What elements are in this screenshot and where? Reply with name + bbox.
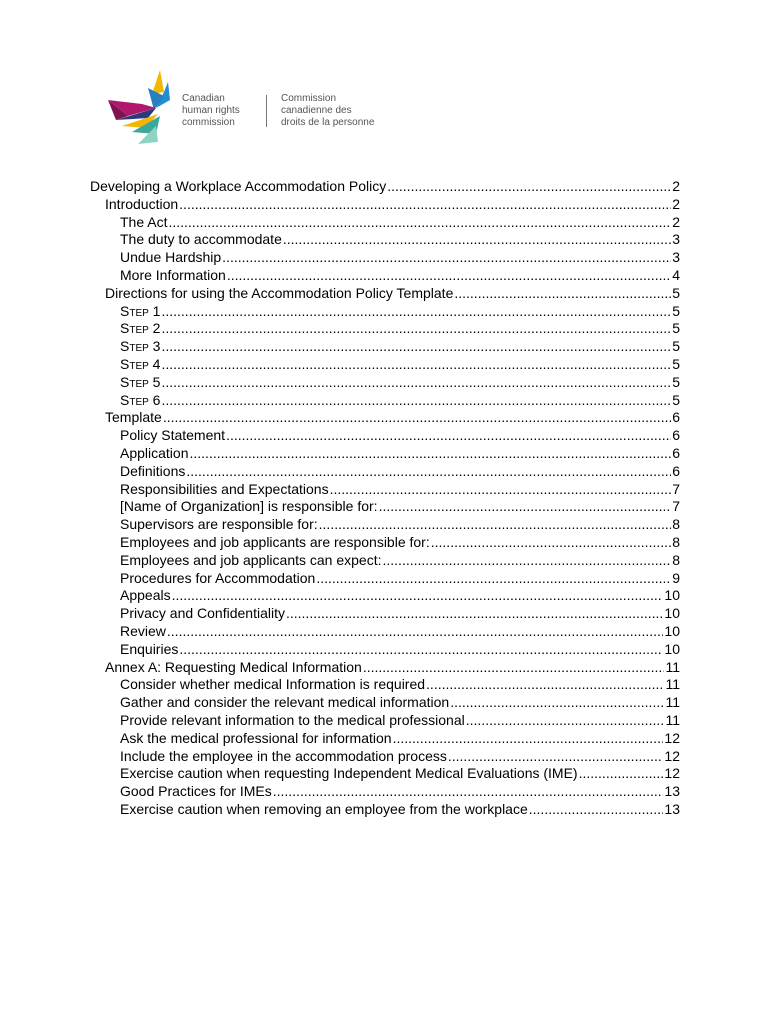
toc-entry[interactable] (90, 587, 680, 605)
logo-en-line: human rights (182, 105, 240, 116)
toc-page-number: 7 (672, 498, 680, 515)
toc-dot-leader (186, 463, 671, 481)
toc-page-number: 12 (664, 747, 680, 764)
toc-entry-title: Policy Statement (120, 427, 226, 444)
toc-entry[interactable] (90, 783, 680, 801)
toc-dot-leader (161, 338, 671, 356)
toc-entry-title: Ask the medical professional for information (120, 729, 392, 746)
toc-page-number: 2 (672, 178, 680, 194)
toc-entry-title: Responsibilities and Expectations (120, 480, 329, 497)
logo-en-line: commission (182, 117, 235, 128)
toc-dot-leader (448, 748, 664, 766)
logo-fr-line: canadienne des (281, 105, 352, 116)
toc-entry-title: Supervisors are responsible for: (120, 516, 318, 533)
toc-entry[interactable] (90, 463, 680, 481)
toc-page-number: 5 (672, 355, 680, 372)
toc-entry[interactable] (90, 427, 680, 445)
toc-entry-title: Template (105, 409, 162, 426)
toc-entry[interactable] (90, 801, 680, 819)
toc-page-number: 5 (672, 391, 680, 408)
toc-dot-leader (431, 534, 671, 552)
toc-entry-title: Step 4 (120, 355, 161, 372)
toc-page-number: 9 (672, 569, 680, 586)
toc-dot-leader (168, 214, 671, 232)
toc-entry[interactable] (90, 392, 680, 410)
toc-entry[interactable] (90, 516, 680, 534)
toc-entry[interactable] (90, 712, 680, 730)
toc-dot-leader (222, 249, 671, 267)
toc-entry[interactable] (90, 178, 680, 196)
toc-entry[interactable] (90, 534, 680, 552)
toc-page-number: 10 (664, 587, 680, 604)
toc-entry-title: Procedures for Accommodation (120, 569, 316, 586)
toc-page-number: 3 (672, 249, 680, 266)
toc-entry-title: Annex A: Requesting Medical Information (105, 658, 362, 675)
toc-entry[interactable] (90, 303, 680, 321)
toc-entry[interactable] (90, 552, 680, 570)
toc-dot-leader (161, 356, 671, 374)
toc-dot-leader (227, 267, 671, 285)
toc-entry-title: Developing a Workplace Accommodation Policy (90, 178, 387, 194)
toc-page-number: 10 (664, 622, 680, 639)
toc-page-number: 10 (664, 605, 680, 622)
toc-entry[interactable] (90, 481, 680, 499)
toc-dot-leader (426, 676, 664, 694)
toc-dot-leader (226, 427, 671, 445)
toc-page-number: 5 (672, 284, 680, 301)
toc-dot-leader (167, 623, 664, 641)
toc-entry-title: The Act (120, 213, 168, 230)
toc-entry-title: Employees and job applicants can expect: (120, 551, 382, 568)
toc-entry-title: More Information (120, 266, 226, 283)
toc-dot-leader (316, 570, 671, 588)
toc-entry-title: Good Practices for IMEs (120, 783, 272, 800)
toc-page-number: 5 (672, 320, 680, 337)
toc-page-number: 13 (664, 783, 680, 800)
toc-dot-leader (286, 605, 663, 623)
toc-page-number: 2 (672, 195, 680, 212)
toc-entry-title: Step 6 (120, 391, 161, 408)
toc-entry-title: Consider whether medical Information is required (120, 676, 426, 693)
toc-dot-leader (161, 374, 671, 392)
toc-entry-title: Employees and job applicants are responsible for: (120, 533, 430, 550)
toc-entry[interactable] (90, 374, 680, 392)
toc-page-number: 6 (672, 409, 680, 426)
toc-entry[interactable] (90, 730, 680, 748)
toc-entry[interactable] (90, 249, 680, 267)
toc-page-number: 5 (672, 338, 680, 355)
toc-entry-title: Step 2 (120, 320, 161, 337)
toc-entry[interactable] (90, 409, 680, 427)
toc-entry[interactable] (90, 356, 680, 374)
toc-entry-title: Include the employee in the accommodation process (120, 747, 447, 764)
toc-dot-leader (466, 712, 665, 730)
toc-dot-leader (163, 409, 671, 427)
logo-fr-line: droits de la personne (281, 117, 375, 128)
toc-entry[interactable] (90, 641, 680, 659)
toc-page-number: 2 (672, 213, 680, 230)
toc-page-number: 11 (665, 676, 680, 693)
commission-logo (108, 70, 408, 146)
toc-dot-leader (161, 303, 671, 321)
toc-entry[interactable] (90, 498, 680, 516)
maple-leaf-logo-icon (108, 70, 170, 146)
toc-page-number: 6 (672, 427, 680, 444)
toc-dot-leader (450, 694, 664, 712)
toc-dot-leader (190, 445, 672, 463)
toc-page-number: 8 (672, 551, 680, 568)
toc-page-number: 8 (672, 533, 680, 550)
toc-page-number: 13 (664, 800, 680, 817)
toc-entry-title: Introduction (105, 195, 179, 212)
toc-dot-leader (529, 801, 664, 819)
toc-entry-title: Privacy and Confidentiality (120, 605, 285, 622)
toc-page-number: 8 (672, 516, 680, 533)
toc-entry-title: Application (120, 444, 189, 461)
toc-entry[interactable] (90, 231, 680, 249)
toc-dot-leader (383, 552, 672, 570)
toc-entry-title: The duty to accommodate (120, 231, 282, 248)
toc-dot-leader (161, 392, 671, 410)
toc-dot-leader (393, 730, 664, 748)
toc-entry[interactable] (90, 605, 680, 623)
logo-fr-line: Commission (281, 93, 337, 104)
table-of-contents (90, 178, 680, 819)
toc-page-number: 11 (665, 711, 680, 728)
toc-dot-leader (179, 641, 663, 659)
toc-dot-leader (579, 765, 664, 783)
toc-entry-title: Step 5 (120, 373, 161, 390)
toc-entry[interactable] (90, 196, 680, 214)
toc-dot-leader (319, 516, 672, 534)
toc-dot-leader (283, 231, 671, 249)
toc-entry[interactable] (90, 285, 680, 303)
logo-en-line: Canadian (182, 93, 225, 104)
toc-page-number: 12 (664, 729, 680, 746)
toc-entry-title: Exercise caution when removing an employee from the workplace (120, 800, 528, 817)
toc-page-number: 4 (672, 266, 680, 283)
toc-entry-title: Gather and consider the relevant medical information (120, 694, 450, 711)
toc-dot-leader (379, 498, 672, 516)
toc-entry-title: Enquiries (120, 640, 179, 657)
toc-entry[interactable] (90, 320, 680, 338)
toc-dot-leader (330, 481, 672, 499)
toc-dot-leader (273, 783, 664, 801)
toc-dot-leader (387, 178, 671, 196)
toc-entry-title: Review (120, 622, 166, 639)
toc-entry-title: Step 1 (120, 302, 161, 319)
toc-dot-leader (179, 196, 671, 214)
toc-dot-leader (454, 285, 671, 303)
toc-page-number: 7 (672, 480, 680, 497)
toc-page-number: 6 (672, 444, 680, 461)
logo-divider (266, 95, 267, 127)
toc-page-number: 6 (672, 462, 680, 479)
toc-entry[interactable] (90, 694, 680, 712)
toc-page-number: 11 (665, 694, 680, 711)
toc-entry[interactable] (90, 214, 680, 232)
toc-entry[interactable] (90, 445, 680, 463)
toc-entry[interactable] (90, 338, 680, 356)
toc-entry-title: Exercise caution when requesting Independent Medical Evaluations (IME) (120, 765, 578, 782)
toc-page-number: 11 (665, 658, 680, 675)
toc-page-number: 5 (672, 373, 680, 390)
toc-entry-title: Step 3 (120, 338, 161, 355)
toc-entry-title: Directions for using the Accommodation Policy Template (105, 284, 454, 301)
toc-entry-title: Definitions (120, 462, 186, 479)
logo-english-text (182, 93, 240, 129)
toc-dot-leader (161, 320, 671, 338)
toc-dot-leader (172, 587, 664, 605)
toc-dot-leader (363, 659, 665, 677)
toc-entry-title: Undue Hardship (120, 249, 222, 266)
toc-entry[interactable] (90, 267, 680, 285)
logo-french-text (281, 93, 374, 129)
toc-entry[interactable] (90, 748, 680, 766)
toc-entry-title: Appeals (120, 587, 171, 604)
toc-entry[interactable] (90, 570, 680, 588)
toc-entry[interactable] (90, 676, 680, 694)
toc-entry[interactable] (90, 623, 680, 641)
toc-page-number: 10 (664, 640, 680, 657)
toc-entry[interactable] (90, 765, 680, 783)
toc-entry-title: Provide relevant information to the medical professional (120, 711, 465, 728)
toc-page-number: 12 (664, 765, 680, 782)
toc-entry[interactable] (90, 659, 680, 677)
toc-entry-title: [Name of Organization] is responsible for: (120, 498, 378, 515)
toc-page-number: 3 (672, 231, 680, 248)
toc-page-number: 5 (672, 302, 680, 319)
